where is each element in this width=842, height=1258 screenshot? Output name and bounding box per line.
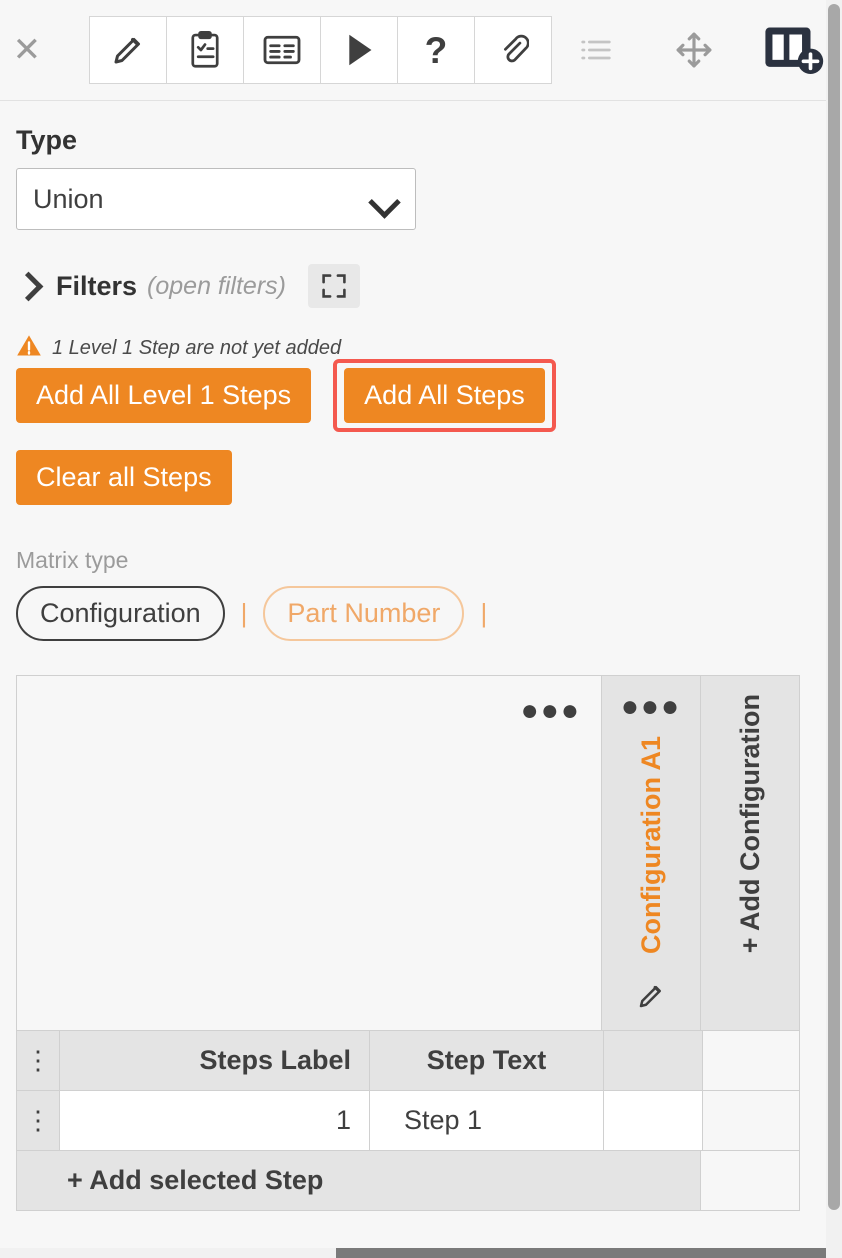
vertical-dots-icon: ⋮ [25, 1105, 51, 1136]
move-icon[interactable] [668, 31, 720, 69]
column-header-tail [703, 1031, 799, 1090]
add-selected-step-button[interactable]: + Add selected Step [67, 1165, 324, 1195]
type-select-value: Union [33, 183, 104, 214]
form-icon[interactable] [243, 16, 321, 84]
step-actions-row [16, 359, 810, 432]
matrix-type-label: Matrix type [16, 547, 129, 573]
clear-steps-row [16, 450, 810, 505]
column-header-config [604, 1031, 703, 1090]
pill-separator-2: | [480, 598, 488, 628]
matrix-type-configuration[interactable]: Configuration [16, 586, 225, 641]
configuration-matrix [16, 675, 800, 1211]
matrix-header-area [17, 676, 799, 1030]
horizontal-scrollbar-thumb[interactable] [336, 1248, 826, 1258]
vertical-scrollbar[interactable] [826, 0, 842, 1258]
expand-icon[interactable] [308, 264, 360, 308]
play-icon[interactable] [320, 16, 398, 84]
add-all-steps-highlight [333, 359, 556, 432]
more-options-icon[interactable]: ●●● [620, 690, 682, 723]
panel-content [0, 125, 826, 1211]
checklist-icon[interactable] [166, 16, 244, 84]
matrix-column-headers [17, 1030, 799, 1090]
help-icon[interactable] [397, 16, 475, 84]
type-select[interactable] [16, 168, 416, 230]
matrix-corner-cell [17, 676, 602, 1030]
chevron-down-icon [371, 191, 399, 207]
edit-pencil-icon[interactable] [636, 981, 666, 1016]
configuration-column-label: Configuration A1 [635, 736, 666, 954]
cell-step-text: Step 1 [370, 1091, 604, 1150]
filters-row [16, 264, 810, 308]
type-label: Type [16, 125, 78, 155]
row-tail [703, 1091, 799, 1150]
close-icon[interactable]: ✕ [12, 31, 42, 69]
more-options-icon[interactable]: ●●● [520, 694, 581, 727]
matrix-footer [17, 1150, 799, 1210]
clear-all-steps-button[interactable]: Clear all Steps [16, 450, 232, 505]
cell-config-value[interactable] [604, 1091, 703, 1150]
vertical-dots-icon: ⋮ [25, 1045, 51, 1076]
configuration-column-header[interactable] [602, 676, 701, 1030]
row-handle-icon[interactable] [17, 1091, 60, 1150]
table-row[interactable] [17, 1090, 799, 1150]
filters-subtitle: (open filters) [147, 271, 286, 300]
row-handle-icon[interactable] [17, 1031, 60, 1090]
column-header-steps-label: Steps Label [60, 1031, 370, 1090]
toolbar [0, 0, 826, 101]
edit-pencil-icon[interactable] [89, 16, 167, 84]
column-header-step-text: Step Text [370, 1031, 604, 1090]
vertical-scrollbar-thumb[interactable] [828, 4, 840, 1210]
chevron-right-icon[interactable] [16, 273, 42, 299]
warning-text: 1 Level 1 Step are not yet added [52, 337, 342, 359]
cell-steps-label: 1 [60, 1091, 370, 1150]
add-column-icon[interactable] [764, 23, 826, 77]
add-configuration-button[interactable] [701, 676, 799, 1030]
pill-separator-1: | [240, 598, 248, 628]
horizontal-scrollbar[interactable] [0, 1248, 826, 1258]
attachment-icon[interactable] [474, 16, 552, 84]
svg-text:?: ? [424, 30, 448, 70]
add-configuration-label: + Add Configuration [734, 694, 765, 954]
footer-tail [700, 1151, 799, 1210]
toolbar-button-group [90, 16, 552, 84]
add-all-level1-steps-button[interactable]: Add All Level 1 Steps [16, 368, 311, 423]
matrix-type-part-number[interactable]: Part Number [263, 586, 464, 641]
list-icon[interactable] [570, 38, 622, 62]
add-all-steps-button[interactable]: Add All Steps [344, 368, 545, 423]
matrix-type-options [16, 586, 810, 641]
filters-title: Filters [56, 270, 138, 301]
